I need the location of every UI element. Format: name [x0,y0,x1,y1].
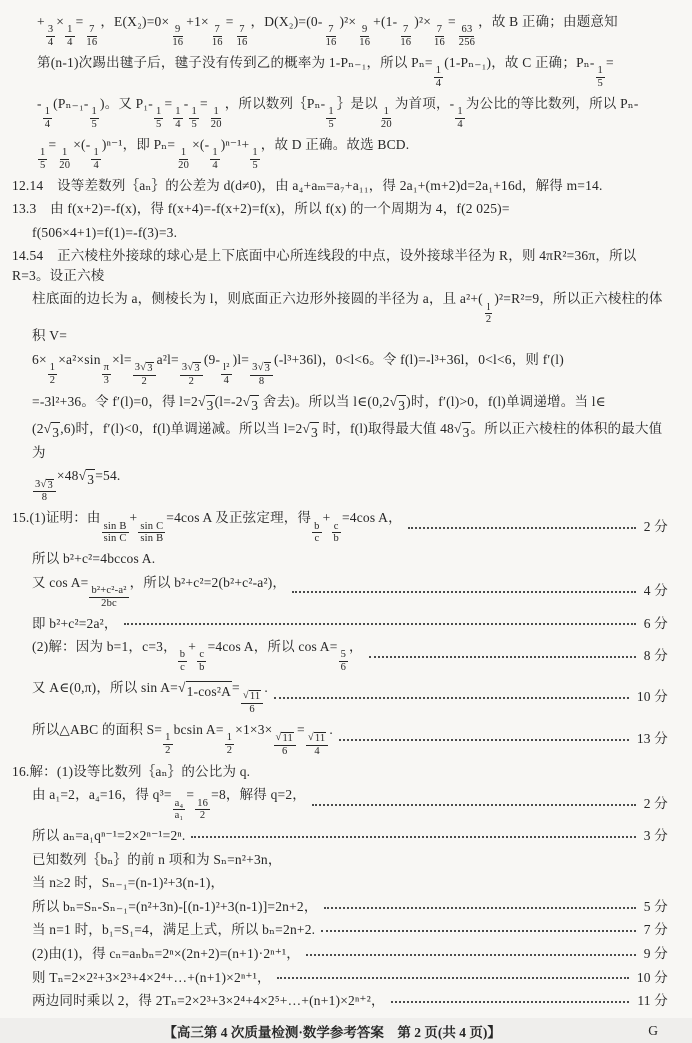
answer-line [32,614,668,634]
answer-line-text: $\frac{1}{5}$ = $\frac{1}{20}$ ×(- $\frac{1}{4}$ )ⁿ⁻¹，即 Pₙ= $\frac{1}{20}$ ×(- $\frac{1}{4}$ )ⁿ⁻¹+ $\frac{1}{5}$ ，故 D 正确。故选 BCD. [40,136,410,171]
answer-line-text: 即 b²+c²=2a²， [32,615,118,631]
score-label: 11 分 [637,993,668,1009]
dotted-leader [324,907,636,909]
answer-line-text: 由 a₁=2，a₄=16，得 q³= $\frac{\text{a₄}}{\text{a₁}}$ = $\frac{16}{2}$ =8，解得 q=2， [32,787,306,822]
score-label: 2 分 [643,518,668,534]
page-footer [12,1013,668,1043]
answer-line [32,920,668,940]
answer-line-text: 3 √ 3 8 ×48 √ 3 =54. [35,468,121,504]
answer-line-text: 已知数列｛bₙ｝的前 n 项和为 Sₙ=n²+3n， [32,851,282,867]
score-label: 7 分 [643,922,668,938]
answer-line [32,991,668,1011]
dotted-leader [191,836,635,838]
answer-line-text: (2 √ 3 ,6)时，f′(l)<0，f(l)单调递减。所以当 l=2 √ 3 时，f(l)取得最大值 48 √ 3 。所以正六棱柱的体积的最大值为 [32,421,663,460]
score-label: 10 分 [636,969,668,985]
dotted-leader [277,977,629,979]
answer-line-text: 柱底面的边长为 a，侧棱长为 l，则底面正六边形外接圆的半径为 a，且 a²+( $\frac{l}{2}$ )²=R²=9，所以正六棱柱的体积 V= [32,291,663,344]
answer-line [12,199,668,219]
answer-line-text: 6× $\frac{1}{2}$ ×a²×sin $\frac{\pi}{3}$ ×l= 3 √ 3 2 a²l= 3 √ 3 2 (9- $\frac{\text{l²}}{4}$ )l= 3 √ 3 8 (-l³+36l)，0<l<6。令 f(l)=-l³+36l，0<l<6，则 f′(l) [32,351,564,387]
answer-line [32,549,668,569]
score-label: 10 分 [636,689,668,705]
score-label: 6 分 [643,615,668,631]
score-label: 9 分 [643,945,668,961]
answer-line-text: 16.解：(1)设等比数列｛aₙ｝的公比为 q. [12,763,251,779]
answer-line [32,392,668,416]
answer-line-text: 第(n-1)次踢出毽子后，毽子没有传到乙的概率为 1-Pₙ₋₁，所以 Pₙ= $\frac{1}{4}$ (1-Pₙ₋₁)，故 C 正确；Pₙ- $\frac{1}{5}$ = [37,54,614,89]
answer-line [32,873,668,893]
answer-line-text: - $\frac{1}{4}$ (Pₙ₋₁- $\frac{1}{5}$ )。又 P₁- $\frac{1}{5}$ = $\frac{1}{4}$ - $\frac{1}{5}$ = $\frac{1}{20}$ ，所以数列｛Pₙ- $\frac{1}{5}$ ｝是以 $\frac{1}{20}$ 为首项，- $\frac{1}{4}$ 为公比的等比数列，所以 Pₙ- [37,95,639,130]
answer-line-text: 则 Tₙ=2×2²+3×2³+4×2⁴+…+(n+1)×2ⁿ⁺¹， [32,969,271,985]
answer-line [32,678,668,716]
answer-line [32,637,668,674]
answer-line [32,350,668,388]
answer-line [12,508,668,545]
answer-line [32,968,668,988]
answer-line [32,720,668,758]
answer-line-text: 又 A∈(0,π)，所以 sin A= √ 1-cos²A = √ 11 6 . [32,679,268,716]
answer-line [12,246,668,285]
answer-line-text: 又 cos A= $\frac{\text{b²+c²-a²}}{2bc}$ ，所以 b²+c²=2(b²+c²-a²)， [32,574,287,609]
footer-title: 【高三第 4 次质量检测·数学参考答案 第 2 页(共 4 页)】 [163,1024,501,1040]
answer-line [12,762,668,782]
dotted-leader [339,739,629,741]
answer-line [32,466,668,504]
answer-line-text: 12.14 设等差数列｛aₙ｝的公差为 d(d≠0)，由 a₄+aₘ=a₇+a₁₁，得 2a₁+(m+2)d=2a₁+16d，解得 m=14. [12,177,603,193]
answer-line [12,176,668,196]
answer-line [32,573,668,610]
answer-line-text: (2)由(1)，得 cₙ=aₙbₙ=2ⁿ×(2n+2)=(n+1)·2ⁿ⁺¹， [32,945,300,961]
score-label: 2 分 [643,795,668,811]
answer-line-text: 当 n≥2 时，Sₙ₋₁=(n-1)²+3(n-1)， [32,875,225,891]
answer-line [32,944,668,964]
answer-line [37,94,668,131]
answer-line [32,897,668,917]
answer-line-text: + $\frac{3}{4}$ × $\frac{1}{4}$ = $\frac{7}{16}$ ，E(X₂)=0× $\frac{9}{16}$ +1× $\frac{7}{16}$ = $\frac{7}{16}$ ，D(X₂)=(0- $\frac{7}{16}$ )²× $\frac{9}{16}$ +(1- $\frac{7}{16}$ )²× $\frac{7}{16}$ = $\frac{63}{256}$ ，故 B 正确；由题意知 [37,14,618,49]
dotted-leader [306,954,636,956]
answer-lines-container [12,10,668,1013]
answer-line [32,223,668,243]
footer-page-letter: G [648,1022,658,1038]
answer-line-text: 所以 bₙ=Sₙ-Sₙ₋₁=(n²+3n)-[(n-1)²+3(n-1)]=2n+2， [32,898,318,914]
answer-line-text: 所以 aₙ=a₁qⁿ⁻¹=2×2ⁿ⁻¹=2ⁿ. [32,828,186,844]
answer-line-text: f(506×4+1)=f(1)=-f(3)=3. [32,224,178,240]
score-label: 3 分 [643,828,668,844]
answer-line [32,289,668,345]
score-label: 4 分 [643,583,668,599]
answer-line-text: 两边同时乘以 2，得 2Tₙ=2×2³+3×2⁴+4×2⁵+…+(n+1)×2ⁿ⁺²， [32,993,385,1009]
answer-line [32,826,668,846]
answer-line [32,785,668,822]
answer-line-text: 所以 b²+c²=4bccos A. [32,551,156,567]
answer-line-text: =-3l²+36。令 f′(l)=0，得 l=2 √ 3 (l=-2 √ 3 舍去)。所以当 l∈(0,2 √ 3 )时，f′(l)>0，f(l)单调递增。当 l∈ [32,392,606,416]
dotted-leader [312,804,636,806]
answer-line [37,135,668,172]
answer-line-text: 15.(1)证明：由 $\frac{\text{sin B}}{\text{sin C}}$ + $\frac{\text{sin C}}{\text{sin B}}$ =4cos A 及正弦定理，得 $\frac{b}{c}$ + $\frac{c}{b}$ =4cos A， [12,510,402,545]
dotted-leader [274,697,629,699]
answer-line [32,419,668,462]
score-label: 8 分 [643,647,668,663]
dotted-leader [391,1001,630,1003]
dotted-leader [124,623,636,625]
answer-line [37,12,668,49]
answer-line-text: 14.54 正六棱柱外接球的球心是上下底面中心所连线段的中点，设外接球半径为 R，则 4πR²=36π，所以 R=3。设正六棱 [12,248,637,283]
score-label: 13 分 [636,730,668,746]
dotted-leader [369,656,636,658]
answer-line-text: 13.3 由 f(x+2)=-f(x)，得 f(x+4)=-f(x+2)=f(x)，所以 f(x) 的一个周期为 4，f(2 025)= [12,201,510,217]
dotted-leader [292,591,636,593]
answer-line-text: (2)解：因为 b=1，c=3， $\frac{b}{c}$ + $\frac{c}{b}$ =4cos A，所以 cos A= $\frac{5}{6}$ ， [32,639,363,674]
score-label: 5 分 [643,898,668,914]
answer-line [37,53,668,90]
dotted-leader [321,930,636,932]
answer-line-text: 所以△ABC 的面积 S= $\frac{1}{2}$ bcsin A= $\frac{1}{2}$ ×1×3× √ 11 6 = √ 11 4 . [32,721,333,757]
answer-line [32,850,668,870]
answer-line-text: 当 n=1 时，b₁=S₁=4，满足上式，所以 bₙ=2n+2. [32,922,316,938]
dotted-leader [408,527,636,529]
